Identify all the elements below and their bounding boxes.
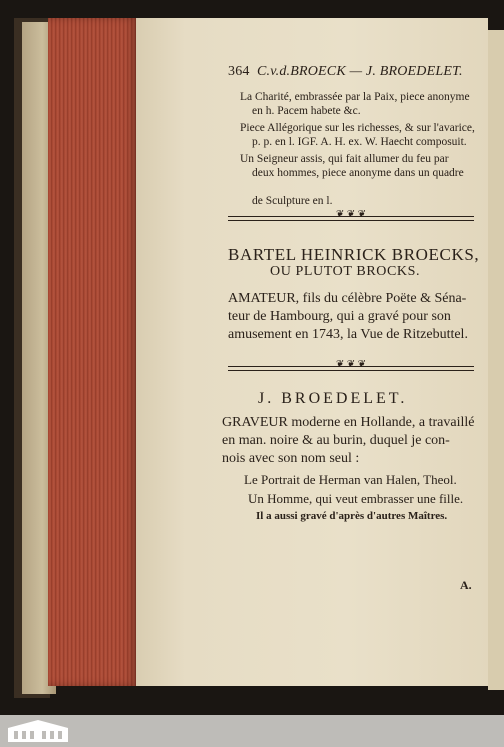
entry-charite: [240, 90, 470, 118]
entry-line: p. p. en l. IGF. A. H. ex. W. Haecht composuit.: [252, 136, 467, 148]
viewer-footer-bar: [0, 715, 504, 747]
work-entry: Il a aussi gravé d'après d'autres Maîtres.: [256, 510, 448, 522]
section-body-broedelet: [222, 414, 474, 468]
body-line: amusement en 1743, la Vue de Ritzebuttel.: [228, 327, 468, 342]
entry-allegorique: [240, 121, 475, 149]
entry-line: Un Seigneur assis, qui fait allumer du feu par: [240, 153, 449, 165]
entry-line: Piece Allégorique sur les richesses, & sur l'avarice,: [240, 122, 475, 134]
entry-line: deux hommes, piece anonyme dans un quadre: [252, 167, 464, 179]
section-heading-broecks: BARTEL HEINRICK BROECKS,: [228, 245, 480, 264]
section-subheading: OU PLUTOT BROCKS.: [270, 264, 421, 279]
library-building-icon: [6, 718, 70, 744]
signature-mark: A.: [460, 578, 472, 592]
section-heading-broedelet: J. BROEDELET.: [258, 390, 408, 407]
page-edges: [48, 18, 138, 686]
body-line: nois avec son nom seul :: [222, 451, 360, 466]
work-entry: Le Portrait de Herman van Halen, Theol.: [244, 472, 457, 487]
work-entry: Un Homme, qui veut embrasser une fille.: [248, 491, 464, 506]
next-page-edge: [488, 30, 504, 690]
rule-ornament-icon: ❦ ❦ ❦: [336, 359, 367, 370]
entry-line: de Sculpture en l.: [252, 195, 333, 207]
body-line: en man. noire & au burin, duquel je con-: [222, 433, 450, 448]
running-header: [228, 64, 463, 80]
section-body-broecks: [228, 290, 468, 344]
book-page: [136, 18, 488, 686]
entry-line: La Charité, embrassée par la Paix, piece anonyme: [240, 91, 470, 103]
header-title: C.v.d.BROECK — J. BROEDELET.: [257, 64, 463, 79]
page-number: 364: [228, 64, 250, 79]
entry-seigneur: [240, 152, 464, 208]
body-line: GRAVEUR moderne en Hollande, a travaillé: [222, 415, 475, 430]
body-line: teur de Hambourg, qui a gravé pour son: [228, 309, 451, 324]
entry-line: en h. Pacem habete &c.: [252, 105, 361, 117]
body-line: AMATEUR, fils du célèbre Poëte & Séna-: [228, 291, 467, 306]
rule-ornament-icon: ❦ ❦ ❦: [336, 209, 367, 220]
